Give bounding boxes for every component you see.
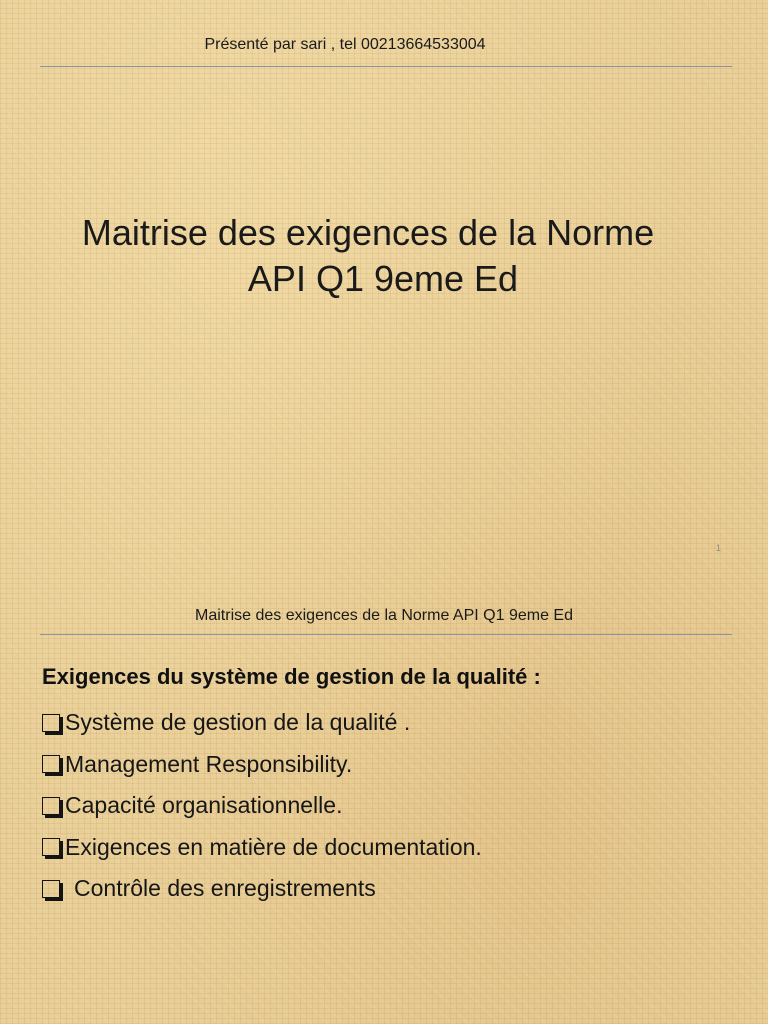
- list-item: [42, 702, 482, 744]
- list-item: [42, 785, 482, 827]
- list-item: [42, 744, 482, 786]
- checkbox-square-icon: [42, 838, 60, 856]
- list-item: [42, 868, 482, 910]
- slide-header: Maitrise des exigences de la Norme API Q1 9eme Ed: [195, 607, 573, 624]
- title-line-2: API Q1 9eme Ed: [247, 258, 519, 299]
- title-line-1: Maitrise des exigences de la Norme: [81, 212, 655, 253]
- list-item-label: Contrôle des enregistrements: [74, 875, 376, 902]
- presenter-header: Présenté par sari , tel 00213664533004: [204, 36, 486, 53]
- checkbox-square-icon: [42, 880, 60, 898]
- slide-number: 1: [716, 543, 722, 553]
- checkbox-square-icon: [42, 755, 60, 773]
- list-item-label: Management Responsibility.: [65, 750, 353, 777]
- list-item-label: Capacité organisationnelle.: [65, 792, 343, 819]
- list-item-label: Exigences en matière de documentation.: [65, 833, 482, 860]
- checkbox-square-icon: [42, 714, 60, 732]
- checkbox-square-icon: [42, 797, 60, 815]
- list-item: [42, 827, 482, 869]
- slide-title: [0, 210, 736, 302]
- content-heading: Exigences du système de gestion de la qualité :: [42, 664, 541, 689]
- header-divider: [40, 66, 732, 67]
- list-item-label: Système de gestion de la qualité .: [65, 709, 411, 736]
- header-divider: [40, 634, 732, 635]
- slide-2: [0, 575, 768, 1024]
- requirements-list: [42, 702, 482, 910]
